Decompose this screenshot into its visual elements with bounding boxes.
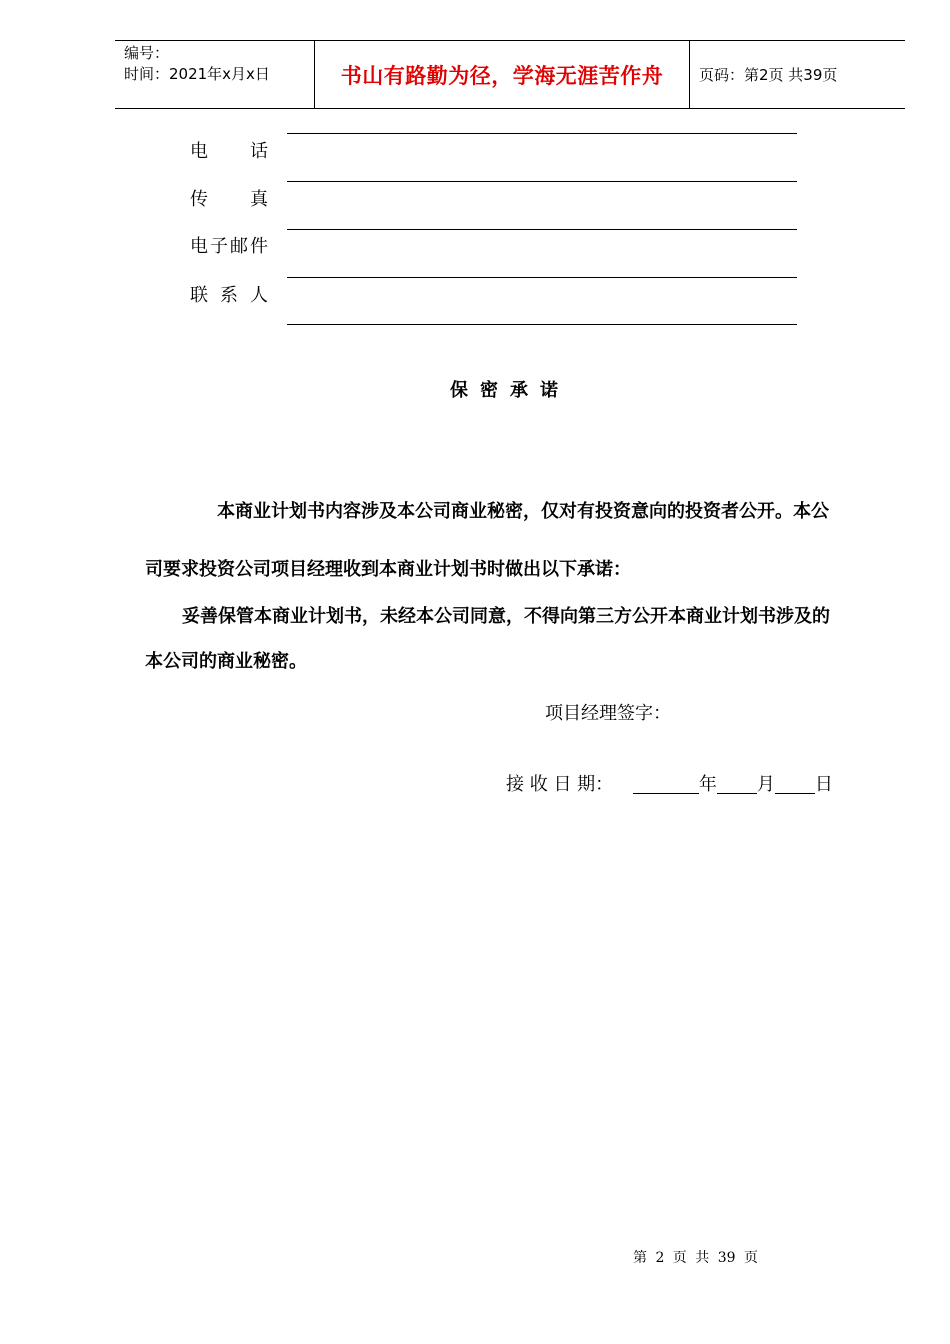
date-label: 接 收 日 期： <box>506 774 614 795</box>
label-phone: 电 话 <box>190 141 268 162</box>
label-fax: 传 真 <box>190 189 268 210</box>
day-label: 日 <box>814 774 833 795</box>
label-contact-person: 联 系 人 <box>190 285 268 306</box>
header-meta <box>115 41 315 108</box>
line-email <box>287 277 797 278</box>
para1-line1: 本商业计划书内容涉及本公司商业秘密，仅对有投资意向的投资者公开。本公 <box>217 501 829 522</box>
label-email: 电 子 邮 件 <box>190 236 268 257</box>
para2-line1: 妥善保管本商业计划书，未经本公司同意，不得向第三方公开本商业计划书涉及的 <box>182 606 830 627</box>
serial-label: 编号： <box>124 44 170 62</box>
month-label: 月 <box>756 774 775 795</box>
signature-label: 项目经理签字： <box>545 703 671 724</box>
section-title: 保密承诺 <box>450 380 570 401</box>
para2-line2: 本公司的商业秘密。 <box>145 651 307 672</box>
date-row <box>506 770 833 796</box>
year-blank <box>633 775 699 794</box>
para1-line2: 司要求投资公司项目经理收到本商业计划书时做出以下承诺： <box>145 559 631 580</box>
header-page-info: 页码：第2页 共39页 <box>699 66 838 84</box>
time-label: 时间：2021年x月x日 <box>124 65 270 83</box>
line-phone <box>287 181 797 182</box>
header-motto: 书山有路勤为径，学海无涯苦作舟 <box>315 41 690 108</box>
page-footer: 第 2 页 共 39 页 <box>633 1250 758 1266</box>
line-contact-person <box>287 324 797 325</box>
line-fax <box>287 229 797 230</box>
year-label: 年 <box>698 774 717 795</box>
line-phone-top <box>287 133 797 134</box>
page-header <box>115 40 905 109</box>
day-blank <box>775 775 815 794</box>
month-blank <box>717 775 757 794</box>
